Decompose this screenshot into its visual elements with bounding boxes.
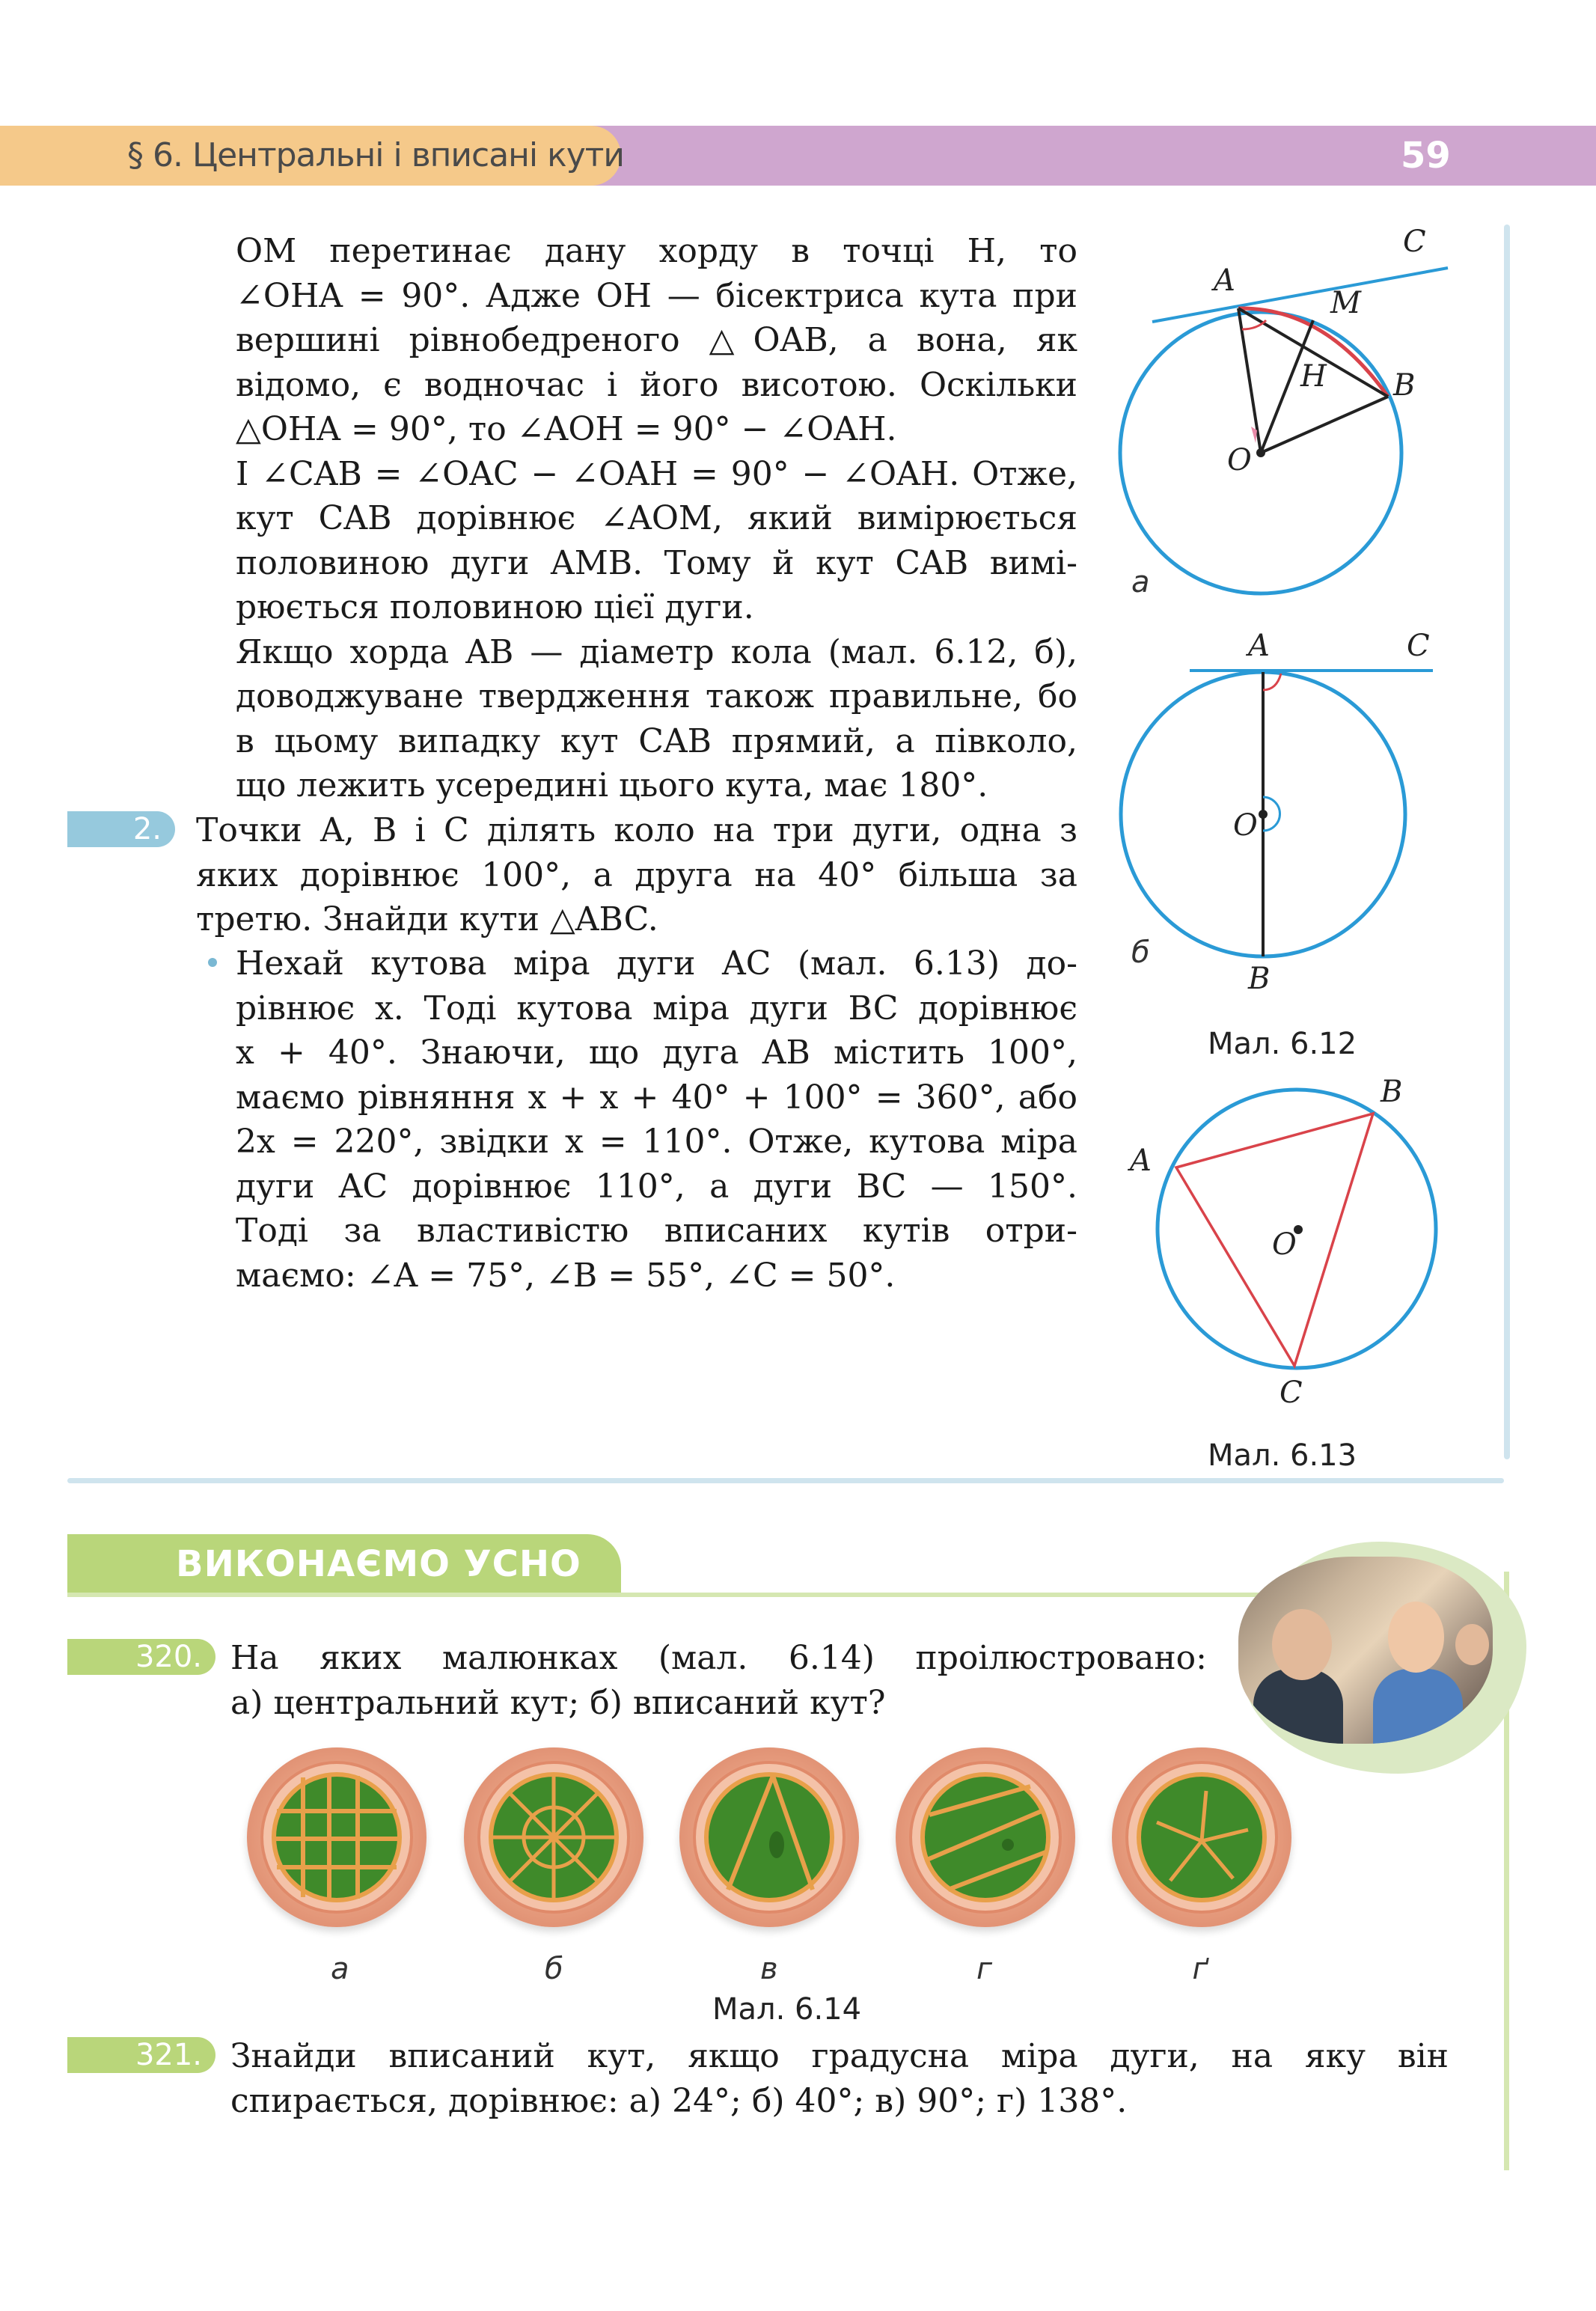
task-solution	[236, 941, 1077, 1298]
tangent-line	[1152, 268, 1448, 322]
text-line: І ∠CAB = ∠OAC − ∠OAH = 90° − ∠OAH. Отже,	[236, 454, 1077, 493]
text-line: маємо рівняння x + x + 40° + 100° = 360°, або	[236, 1078, 1077, 1117]
subfigure-label-b: б	[1131, 935, 1150, 970]
point-label-h: H	[1300, 359, 1327, 394]
petri-dish-g	[896, 1747, 1075, 1927]
dish-label: в	[760, 1952, 778, 1986]
figure-caption: Мал. 6.14	[712, 1992, 862, 2027]
text-line: половиною дуги AMB. Тому й кут CAB вимі-	[236, 543, 1077, 582]
text-line: маємо: ∠A = 75°, ∠B = 55°, ∠C = 50°.	[236, 1256, 896, 1295]
dish-label: г	[976, 1952, 993, 1986]
subfigure-label-a: а	[1131, 565, 1150, 599]
figure-6-13	[1137, 1078, 1496, 1399]
text-line: Точки A, B і C ділять коло на три дуги, одна з	[196, 811, 1077, 849]
point-label-o: O	[1227, 443, 1252, 477]
petri-dish-a	[247, 1747, 426, 1927]
dish-label: а	[331, 1952, 349, 1986]
point-label-b: B	[1381, 1075, 1403, 1109]
point-label-b: B	[1248, 962, 1271, 996]
figure-caption: Мал. 6.12	[1208, 1027, 1357, 1061]
text-line: спирається, дорівнює: а) 24°; б) 40°; в) 90°; г) 138°.	[230, 2081, 1128, 2120]
point-label-a: A	[1248, 629, 1270, 663]
point-label-o: O	[1272, 1227, 1297, 1262]
figure-6-12b	[1107, 644, 1496, 1003]
exercise-text	[230, 2034, 1449, 2123]
petri-dish-ge	[1112, 1747, 1291, 1927]
solution-bullet	[208, 958, 217, 967]
text-line: OM перетинає дану хорду в точці H, то	[236, 232, 1077, 270]
text-line: Нехай кутова міра дуги AC (мал. 6.13) до-	[236, 944, 1077, 983]
section-underline	[67, 1593, 1265, 1597]
text-line: відомо, є водночас і його висотою. Оскільки	[236, 365, 1077, 404]
text-line: ∠OHA = 90°. Адже OH — бісектриса кута при	[236, 276, 1077, 315]
text-line: в цьому випадку кут CAB прямий, а півколо,	[236, 721, 1077, 760]
text-line: а) центральний кут; б) вписаний кут?	[230, 1683, 886, 1722]
figure-caption: Мал. 6.13	[1208, 1438, 1357, 1473]
radius-oa	[1238, 308, 1261, 453]
exercise-text	[230, 1636, 1207, 1725]
point-label-o: O	[1233, 808, 1258, 843]
text-line: Знайди вписаний кут, якщо градусна міра дуги, на яку він	[230, 2037, 1449, 2075]
center-o	[1259, 810, 1268, 819]
center-o	[1256, 448, 1265, 457]
text-line: △OHA = 90°, то ∠AOH = 90° − ∠OAH.	[236, 410, 897, 448]
text-line: 2x = 220°, звідки x = 110°. Отже, кутова міра	[236, 1123, 1077, 1161]
text-line: дуги AC дорівнює 110°, а дуги BC — 150°.	[236, 1167, 1077, 1206]
frame-right-border	[1504, 225, 1510, 1459]
point-label-b: B	[1393, 368, 1416, 403]
point-label-a: A	[1214, 263, 1235, 298]
students-photo	[1238, 1557, 1493, 1744]
point-label-c: C	[1403, 225, 1426, 259]
text-line: Тоді за властивістю вписаних кутів отри-	[236, 1212, 1077, 1250]
text-line: рівнює x. Тоді кутова міра дуги BC дорівнює	[236, 989, 1077, 1028]
petri-dish-b	[464, 1747, 643, 1927]
task-number-badge: 2.	[67, 811, 175, 847]
point-label-c: C	[1407, 629, 1430, 663]
point-label-m: M	[1330, 286, 1361, 320]
proof-text	[236, 229, 1077, 808]
page-number: 59	[1401, 135, 1451, 177]
text-line: x + 40°. Знаючи, що дуга AB містить 100°,	[236, 1034, 1077, 1072]
text-line: яких дорівнює 100°, а друга на 40° більша за	[196, 855, 1077, 894]
figure-6-12a	[1107, 225, 1496, 614]
petri-dish-v	[679, 1747, 859, 1927]
text-line: третю. Знайди кути △ABC.	[196, 900, 658, 938]
point-label-c: C	[1279, 1376, 1303, 1410]
text-line: На яких малюнках (мал. 6.14) проілюстровано:	[230, 1639, 1207, 1677]
angle-mark-a	[1263, 674, 1281, 690]
point-label-a: A	[1130, 1144, 1152, 1178]
dish-label: б	[545, 1952, 563, 1986]
text-line: рюється половиною цієї дуги.	[236, 588, 754, 626]
exercise-number-badge: 320.	[67, 1639, 215, 1675]
task-statement	[196, 808, 1077, 942]
section-heading: ВИКОНАЄМО УСНО	[176, 1543, 581, 1585]
text-line: кут CAB дорівнює ∠AOM, який вимірюється	[236, 499, 1077, 537]
text-line: доводжуване твердження також правильне, бо	[236, 677, 1077, 715]
section-title: § 6. Центральні і вписані кути	[127, 136, 624, 174]
dish-label: ґ	[1193, 1952, 1209, 1986]
text-line: вершині рівнобедреного △OAB, а вона, як	[236, 321, 1077, 359]
exercise-number-badge: 321.	[67, 2037, 215, 2073]
text-line: Якщо хорда AB — діаметр кола (мал. 6.12, б),	[236, 632, 1077, 671]
text-line: що лежить усередині цього кута, має 180°.	[236, 766, 988, 805]
frame-bottom-border	[67, 1478, 1504, 1483]
